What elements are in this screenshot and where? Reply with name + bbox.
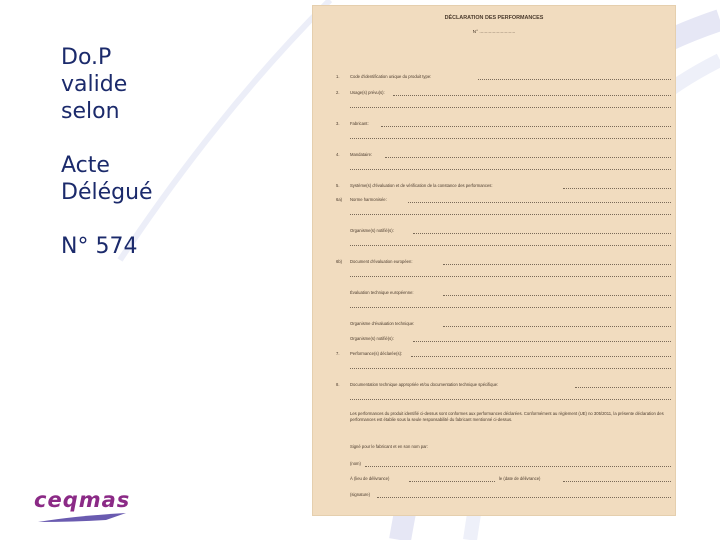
ceqmas-logo <box>34 488 134 530</box>
fill-line <box>393 95 671 96</box>
name-label: (nom) <box>350 461 361 466</box>
item-label: Organisme d'évaluation technique: <box>350 321 415 326</box>
item-label: Mandataire: <box>350 152 373 157</box>
fill-line <box>443 295 671 296</box>
document-number: N° ........................... <box>472 30 516 35</box>
fill-line <box>443 326 671 327</box>
slide-text <box>61 44 291 287</box>
fill-line <box>350 276 671 277</box>
item-number: 1. <box>336 74 340 79</box>
item-label: Organisme(s) notifié(s): <box>350 336 394 341</box>
fill-line <box>350 138 671 139</box>
item-row <box>313 351 675 357</box>
logo-text: ceqmas <box>34 488 131 512</box>
item-label: Performance(s) déclarée(s): <box>350 351 403 356</box>
fill-line <box>575 387 671 388</box>
delegated-act-text: Acte Délégué <box>61 153 153 205</box>
fill-line <box>350 107 671 108</box>
fill-line <box>350 399 671 400</box>
declaration-document <box>312 5 676 516</box>
act-number-text: N° 574 <box>61 234 138 259</box>
fill-line <box>411 356 671 357</box>
item-row <box>313 183 675 189</box>
item-row <box>313 74 675 80</box>
fill-line <box>350 307 671 308</box>
item-row <box>313 197 675 203</box>
fill-line <box>350 214 671 215</box>
fill-line <box>408 202 671 203</box>
fill-line <box>443 264 671 265</box>
fill-line <box>385 157 671 158</box>
closing-paragraph: Les performances du produit identifié ci-dessus sont conformes aux performances déclarées. Conformément au règlement (UE) no 305/2011, la présente déclaration des performances est établie sous la seule responsabilité du fabricant mentionné ci-dessus. <box>350 411 664 422</box>
signed-label: Signé pour le fabricant et en son nom par: <box>350 444 428 449</box>
item-row <box>313 290 675 296</box>
date-label: le (date de délivrance) <box>499 476 541 481</box>
fill-line <box>478 79 671 80</box>
fill-line <box>563 481 671 482</box>
fill-line <box>409 481 495 482</box>
dop-valid-text: Do.P valide selon <box>61 45 128 124</box>
item-label: Système(s) d'évaluation et de vérification de la constance des performances: <box>350 183 493 188</box>
item-label: Organisme(s) notifié(s): <box>350 228 394 233</box>
fill-line <box>350 169 671 170</box>
fill-line <box>381 126 671 127</box>
item-label: Document d'évaluation européen: <box>350 259 413 264</box>
item-row <box>313 228 675 234</box>
item-label: Norme harmonisée: <box>350 197 387 202</box>
item-number: 3. <box>336 121 340 126</box>
document-title: DÉCLARATION DES PERFORMANCES <box>444 15 544 21</box>
item-number: 2. <box>336 90 340 95</box>
fill-line <box>413 233 671 234</box>
item-label: Code d'identification unique du produit type: <box>350 74 432 79</box>
logo-swoosh-icon <box>34 510 134 530</box>
item-number: 7. <box>336 351 340 356</box>
item-number: 6b) <box>336 259 343 264</box>
item-row <box>313 321 675 327</box>
item-row <box>313 90 675 96</box>
item-number: 4. <box>336 152 340 157</box>
item-number: 5. <box>336 183 340 188</box>
fill-line <box>350 245 671 246</box>
item-row <box>313 336 675 342</box>
fill-line <box>413 341 671 342</box>
signed-row <box>313 444 675 450</box>
item-label: Évaluation technique européenne: <box>350 290 414 295</box>
fill-line <box>350 368 671 369</box>
item-label: Usage(s) prévu(s): <box>350 90 385 95</box>
item-row <box>313 259 675 265</box>
item-label: Documentation technique appropriée et/ou documentation technique spécifique: <box>350 382 499 387</box>
item-row <box>313 121 675 127</box>
place-label: À (lieu de délivrance) <box>350 476 390 481</box>
item-number: 6a) <box>336 197 343 202</box>
name-row <box>313 461 675 467</box>
item-label: Fabricant: <box>350 121 369 126</box>
fill-line <box>563 188 671 189</box>
fill-line <box>365 466 671 467</box>
place-date-row <box>313 476 675 482</box>
item-row <box>313 382 675 388</box>
signature-label: (signature) <box>350 492 371 497</box>
item-number: 8. <box>336 382 340 387</box>
item-row <box>313 152 675 158</box>
fill-line <box>377 497 671 498</box>
signature-row <box>313 492 675 498</box>
